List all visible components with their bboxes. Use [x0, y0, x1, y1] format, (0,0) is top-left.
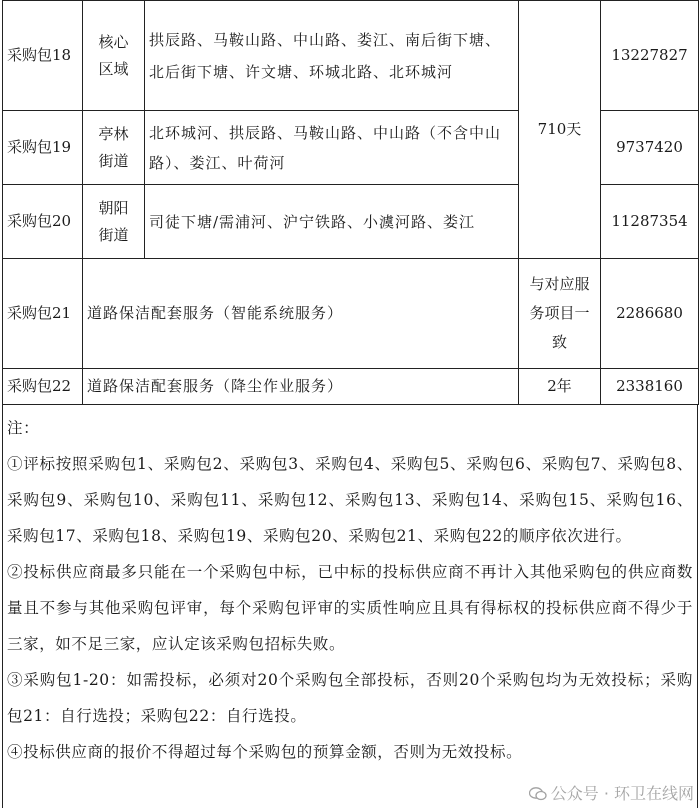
area-cell — [83, 111, 145, 185]
note-item: ②投标供应商最多只能在一个采购包中标，已中标的投标供应商不再计入其他采购包的供应商数量且不参与其他采购包评审，每个采购包评审的实质性响应且具有得标权的投标供应商不得少于三家，如不足三家，应认定该采购包招标失败。 — [7, 563, 693, 653]
table-row — [3, 259, 699, 369]
note-item: ①评标按照采购包1、采购包2、采购包3、采购包4、采购包5、采购包6、采购包7、采购包8、采购包9、采购包10、采购包11、采购包12、采购包13、采购包14、采购包15、采购包16、采购包17、采购包18、采购包19、采购包20、采购包21、采购包22的顺序依次进行。 — [7, 455, 693, 545]
duration-cell: 2年 — [519, 369, 601, 405]
package-cell: 采购包18 — [3, 1, 83, 111]
amount-cell: 2286680 — [601, 259, 699, 369]
amount-cell: 11287354 — [601, 185, 699, 259]
duration-cell: 与对应服务项目一致 — [519, 259, 601, 369]
roads-cell: 司徒下塘/需浦河、沪宁铁路、小澞河路、娄江 — [145, 185, 519, 259]
amount-cell: 9737420 — [601, 111, 699, 185]
procurement-table — [2, 0, 699, 405]
notes-section — [2, 404, 698, 808]
area-cell — [83, 1, 145, 111]
table-row — [3, 1, 699, 111]
roads-cell: 北环城河、拱辰路、马鞍山路、中山路（不含中山路）、娄江、叶荷河 — [145, 111, 519, 185]
area-label: 核心 区域 — [98, 32, 129, 78]
notes-heading: 注： — [7, 419, 40, 437]
amount-cell: 2338160 — [601, 369, 699, 405]
area-label: 朝阳 街道 — [98, 198, 129, 244]
service-cell: 道路保洁配套服务（智能系统服务） — [83, 259, 519, 369]
roads-cell: 拱辰路、马鞍山路、中山路、娄江、南后街下塘、北后街下塘、许文塘、环城北路、北环城河 — [145, 1, 519, 111]
wechat-icon — [529, 786, 547, 800]
watermark — [529, 781, 694, 804]
area-cell — [83, 185, 145, 259]
duration-cell: 710天 — [519, 1, 601, 259]
area-label: 亭林 街道 — [98, 124, 129, 170]
package-cell: 采购包22 — [3, 369, 83, 405]
amount-cell: 13227827 — [601, 1, 699, 111]
note-item: ④投标供应商的报价不得超过每个采购包的预算金额，否则为无效投标。 — [7, 743, 523, 761]
note-item: ③采购包1-20：如需投标，必须对20个采购包全部投标，否则20个采购包均为无效投标；采购包21：自行选投；采购包22：自行选投。 — [7, 671, 693, 725]
package-cell: 采购包19 — [3, 111, 83, 185]
package-cell: 采购包21 — [3, 259, 83, 369]
table-row — [3, 369, 699, 405]
watermark-text: 公众号 · 环卫在线网 — [550, 784, 694, 803]
service-cell: 道路保洁配套服务（降尘作业服务） — [83, 369, 519, 405]
package-cell: 采购包20 — [3, 185, 83, 259]
